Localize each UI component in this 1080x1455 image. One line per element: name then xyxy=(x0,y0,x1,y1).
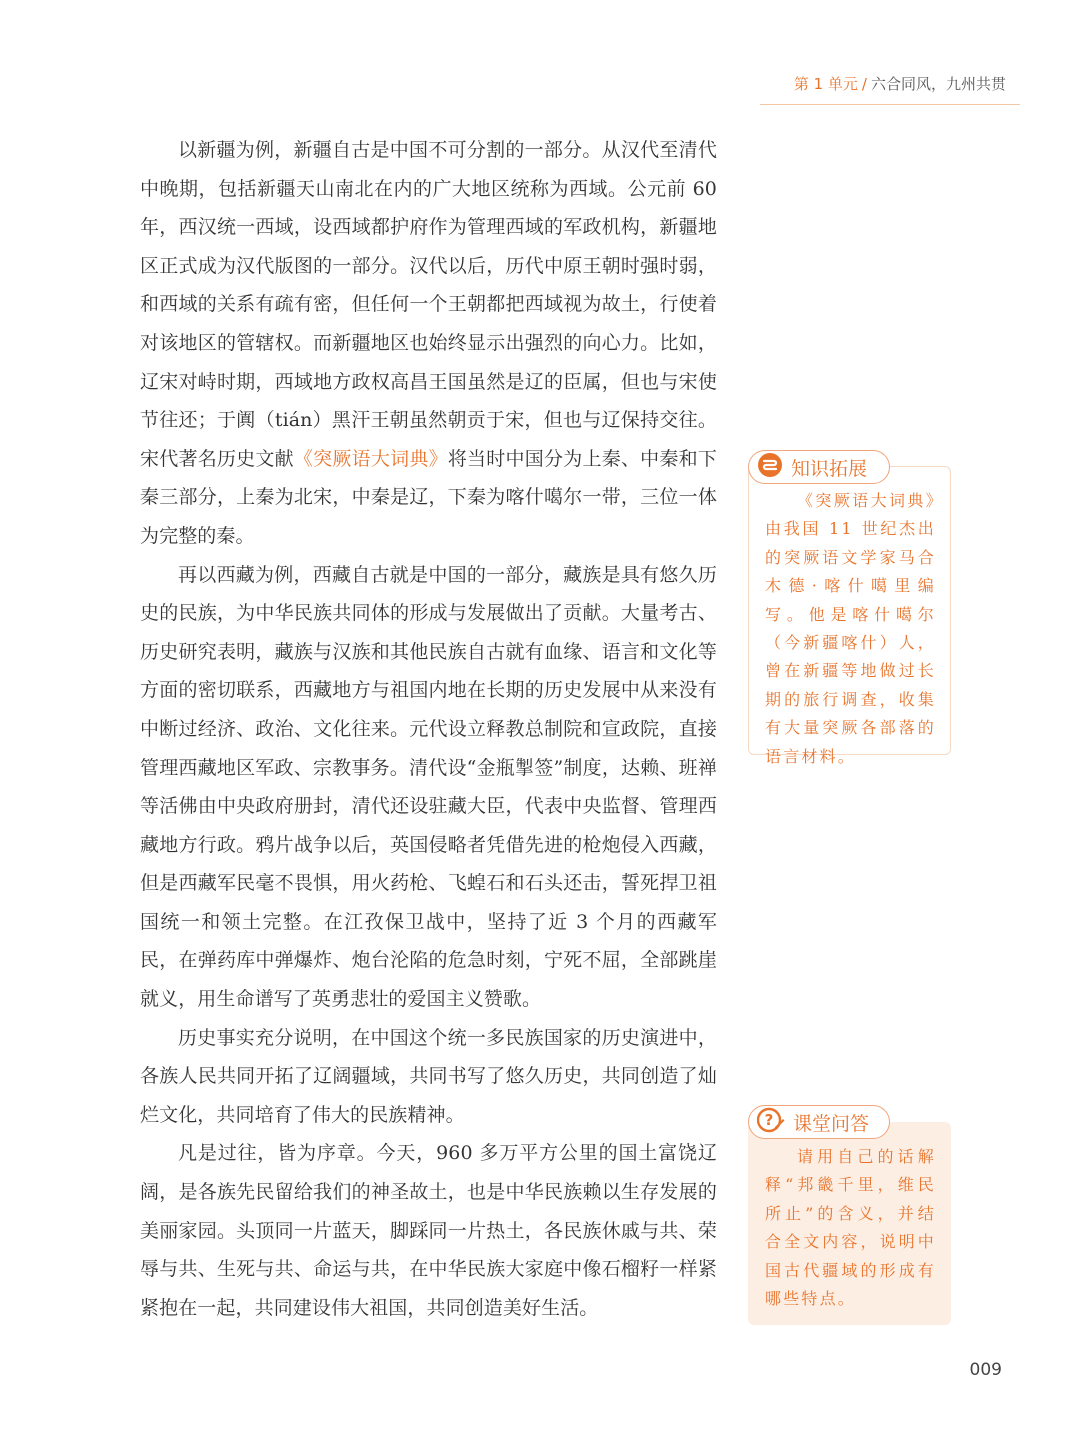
knowledge-box-text: 《突厥语大词典》由我国 11 世纪杰出的突厥语文学家马合木德·喀什噶里编写。他是喀什噶尔（今新疆喀什）人，曾在新疆等地做过长期的旅行调查，收集有大量突厥各部落的语言材料。 xyxy=(765,491,936,766)
qa-box xyxy=(748,1122,951,1325)
knowledge-box xyxy=(748,466,951,766)
paragraph-text: 将当时中国分为上秦、中秦和下秦三部分，上秦为北宋，中秦是辽，下秦为喀什噶尔一带，三位一体为完整的秦。 xyxy=(140,447,717,547)
knowledge-icon xyxy=(757,452,783,482)
knowledge-box-title xyxy=(748,450,890,484)
qa-box-text: 请用自己的话解释“邦畿千里，维民所止”的含义，并结合全文内容，说明中国古代疆域的形成有哪些特点。 xyxy=(765,1147,936,1309)
header-rule xyxy=(760,104,1020,105)
header-separator: / xyxy=(861,75,867,93)
question-pencil-icon xyxy=(757,1107,785,1137)
paragraph-text: 以新疆为例，新疆自古是中国不可分割的一部分。从汉代至清代中晚期，包括新疆天山南北在内的广大地区统称为西域。公元前 60 年，西汉统一西域，设西域都护府作为管理西域的军政机构，新疆地区正式成为汉代版图的一部分。汉代以后，历代中原王朝时强时弱，和西域的关系有疏有密，但任何一个王朝都把西域视为故土，行使着对该地区的管辖权。而新疆地区也始终显示出强烈的向心力。比如，辽宋对峙时期，西域地方政权高昌王国虽然是辽的臣属，但也与宋使节往还；于阗（tián）黑汗王朝虽然朝贡于宋，但也与辽保持交往。宋代著名历史文献 xyxy=(140,139,717,470)
unit-title: 六合同风，九州共贯 xyxy=(870,75,1006,93)
book-title-highlight: 《突厥语大词典》 xyxy=(293,447,448,470)
paragraph-history-summary: 历史事实充分说明，在中国这个统一多民族国家的历史演进中，各族人民共同开拓了辽阔疆域，共同书写了悠久历史，共同创造了灿烂文化，共同培育了伟大的民族精神。 xyxy=(140,1026,717,1126)
svg-text:?: ? xyxy=(764,1111,774,1129)
page-number: 009 xyxy=(969,1360,1002,1380)
paragraph-xinjiang xyxy=(140,131,717,556)
qa-box-title xyxy=(748,1105,890,1139)
unit-label: 第 1 单元 xyxy=(793,75,858,93)
paragraph-conclusion: 凡是过往，皆为序章。今天，960 多万平方公里的国土富饶辽阔，是各族先民留给我们的神圣故土，也是中华民族赖以生存发展的美丽家园。头顶同一片蓝天，脚踩同一片热土，各民族休戚与共、荣辱与共、生死与共、命运与共，在中华民族大家庭中像石榴籽一样紧紧抱在一起，共同建设伟大祖国，共同创造美好生活。 xyxy=(140,1142,717,1319)
knowledge-box-label: 知识拓展 xyxy=(791,457,868,480)
qa-box-label: 课堂问答 xyxy=(793,1112,870,1135)
paragraph-tibet: 再以西藏为例，西藏自古就是中国的一部分，藏族是具有悠久历史的民族，为中华民族共同体的形成与发展做出了贡献。大量考古、历史研究表明，藏族与汉族和其他民族自古就有血缘、语言和文化等方面的密切联系，西藏地方与祖国内地在长期的历史发展中从来没有中断过经济、政治、文化往来。元代设立释教总制院和宣政院，直接管理西藏地区军政、宗教事务。清代设“金瓶掣签”制度，达赖、班禅等活佛由中央政府册封，清代还设驻藏大臣，代表中央监督、管理西藏地方行政。鸦片战争以后，英国侵略者凭借先进的枪炮侵入西藏，但是西藏军民毫不畏惧，用火药枪、飞蝗石和石头还击，誓死捍卫祖国统一和领土完整。在江孜保卫战中，坚持了近 3 个月的西藏军民，在弹药库中弹爆炸、炮台沦陷的危急时刻，宁死不屈，全部跳崖就义，用生命谱写了英勇悲壮的爱国主义赞歌。 xyxy=(140,563,717,1011)
running-header xyxy=(794,73,1006,94)
main-text xyxy=(140,131,717,1327)
